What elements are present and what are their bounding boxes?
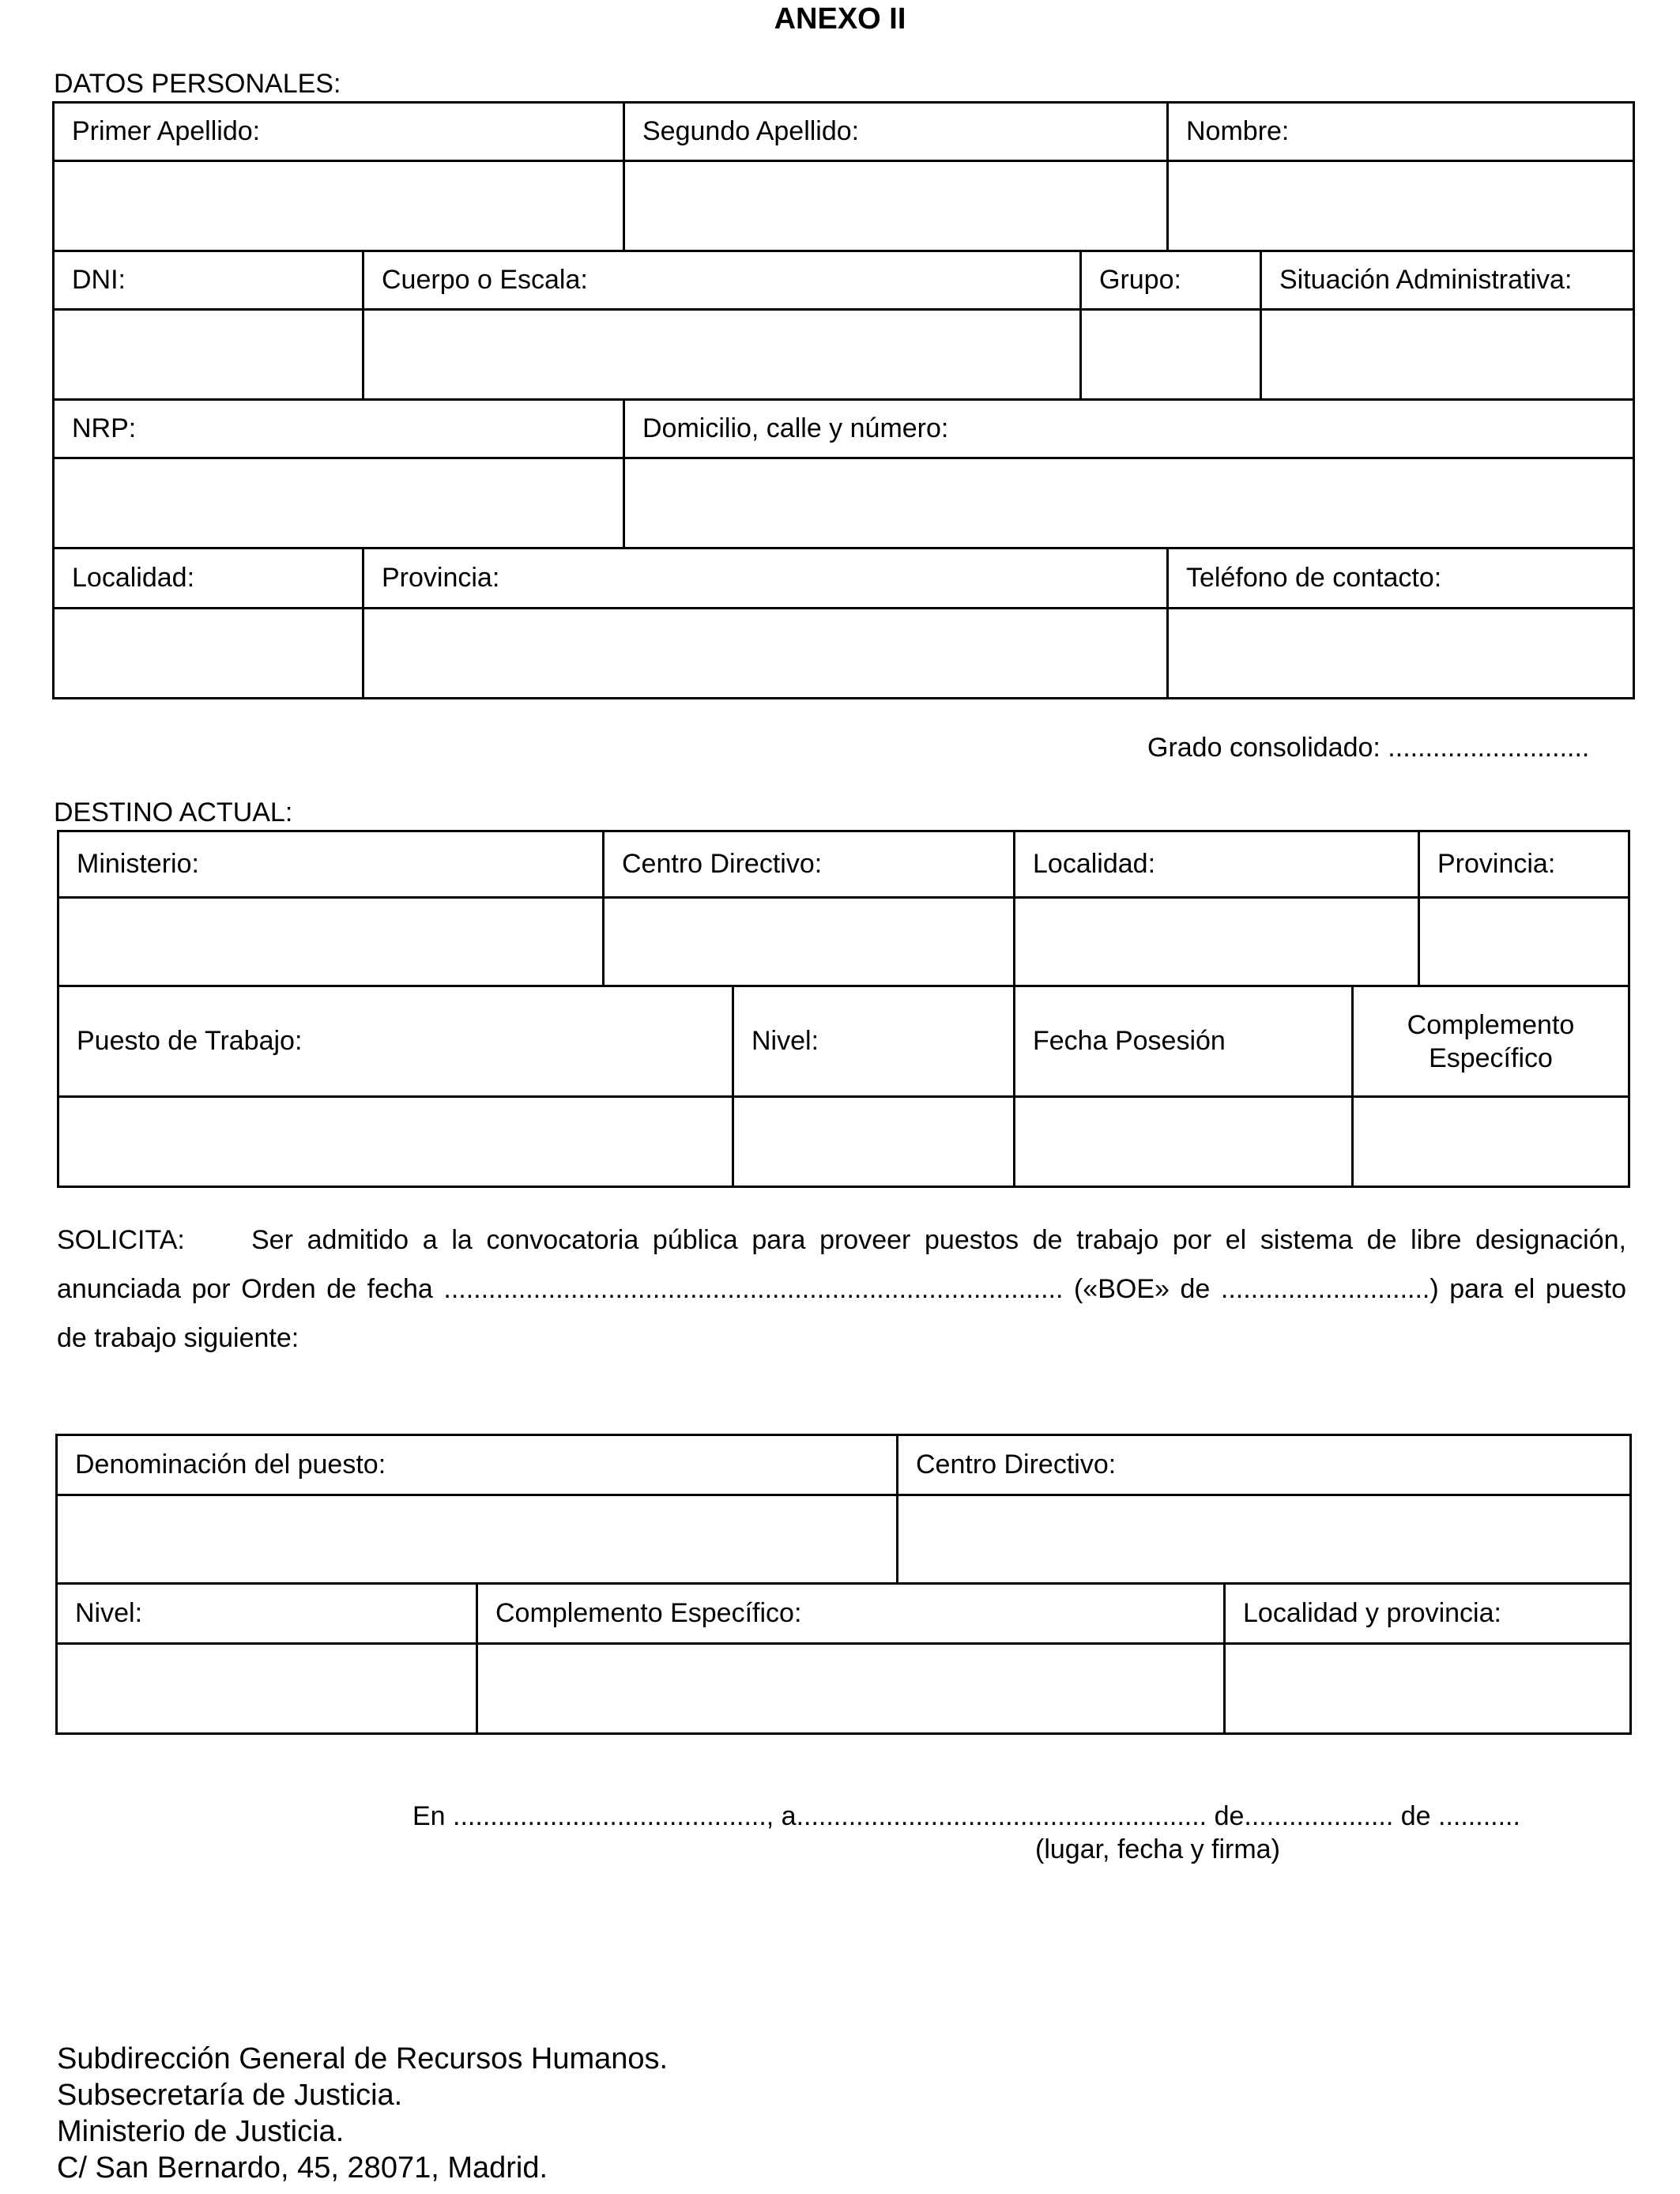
situacion-administrativa-label: Situación Administrativa: — [1261, 251, 1634, 310]
cuerpo-escala-field[interactable] — [363, 310, 1081, 400]
provincia-field[interactable] — [363, 609, 1168, 699]
puesto-solicitado-table-1 — [55, 1434, 1632, 1585]
ministerio-label: Ministerio: — [58, 831, 604, 898]
nivel-label: Nivel: — [733, 986, 1015, 1097]
solicitado-complemento-field[interactable] — [477, 1644, 1225, 1734]
nombre-field[interactable] — [1168, 161, 1634, 251]
denominacion-puesto-field[interactable] — [57, 1495, 898, 1584]
domicilio-field[interactable] — [624, 458, 1634, 548]
fecha-posesion-field[interactable] — [1015, 1097, 1353, 1187]
destino-localidad-field[interactable] — [1015, 898, 1419, 986]
primer-apellido-field[interactable] — [54, 161, 624, 251]
datos-personales-table-1 — [52, 101, 1635, 252]
cuerpo-escala-label: Cuerpo o Escala: — [363, 251, 1081, 310]
localidad-label: Localidad: — [54, 548, 363, 609]
datos-personales-table-3 — [52, 398, 1635, 549]
centro-directivo-label: Centro Directivo: — [604, 831, 1015, 898]
solicitado-nivel-field[interactable] — [57, 1644, 477, 1734]
footer-line-2: Subsecretaría de Justicia. — [57, 2079, 403, 2112]
destino-actual-heading: DESTINO ACTUAL: — [54, 797, 293, 827]
puesto-trabajo-field[interactable] — [58, 1097, 733, 1187]
domicilio-label: Domicilio, calle y número: — [624, 400, 1634, 458]
solicita-label: SOLICITA: — [57, 1225, 185, 1255]
telefono-contacto-field[interactable] — [1168, 609, 1634, 699]
datos-personales-table-4 — [52, 547, 1635, 699]
nivel-field[interactable] — [733, 1097, 1015, 1187]
complemento-especifico-field[interactable] — [1353, 1097, 1629, 1187]
solicitado-centro-directivo-field[interactable] — [898, 1495, 1631, 1584]
nrp-label: NRP: — [54, 400, 624, 458]
denominacion-puesto-label: Denominación del puesto: — [57, 1435, 898, 1495]
dni-label: DNI: — [54, 251, 363, 310]
segundo-apellido-label: Segundo Apellido: — [624, 103, 1168, 161]
segundo-apellido-field[interactable] — [624, 161, 1168, 251]
puesto-solicitado-table-2 — [55, 1582, 1632, 1735]
localidad-field[interactable] — [54, 609, 363, 699]
footer-line-1: Subdirección General de Recursos Humanos. — [57, 2042, 669, 2075]
situacion-administrativa-field[interactable] — [1261, 310, 1634, 400]
firma-line: En .........................................., a....................................................... de.................... de ........... — [412, 1801, 1520, 1831]
nombre-label: Nombre: — [1168, 103, 1634, 161]
datos-personales-table-2 — [52, 250, 1635, 401]
solicita-paragraph — [57, 1216, 1626, 1363]
destino-actual-table-1 — [57, 830, 1630, 987]
localidad-provincia-label: Localidad y provincia: — [1225, 1584, 1631, 1644]
solicitado-centro-directivo-label: Centro Directivo: — [898, 1435, 1631, 1495]
centro-directivo-field[interactable] — [604, 898, 1015, 986]
puesto-trabajo-label: Puesto de Trabajo: — [58, 986, 733, 1097]
datos-personales-heading: DATOS PERSONALES: — [54, 69, 341, 99]
footer-line-3: Ministerio de Justicia. — [57, 2115, 345, 2148]
destino-localidad-label: Localidad: — [1015, 831, 1419, 898]
solicita-text: Ser admitido a la convocatoria pública para proveer puestos de trabajo por el sistema de libre designación, anunciada por Orden de fecha ................................................................................... («BOE» de ............................) para el puesto de trabajo siguiente: — [57, 1225, 1626, 1353]
firma-caption: (lugar, fecha y firma) — [1035, 1834, 1280, 1864]
solicitado-complemento-label: Complemento Específico: — [477, 1584, 1225, 1644]
telefono-contacto-label: Teléfono de contacto: — [1168, 548, 1634, 609]
grupo-label: Grupo: — [1081, 251, 1261, 310]
ministerio-field[interactable] — [58, 898, 604, 986]
document-title: ANEXO II — [774, 2, 906, 36]
destino-provincia-field[interactable] — [1419, 898, 1629, 986]
footer-line-4: C/ San Bernardo, 45, 28071, Madrid. — [57, 2151, 548, 2185]
destino-provincia-label: Provincia: — [1419, 831, 1629, 898]
localidad-provincia-field[interactable] — [1225, 1644, 1631, 1734]
grado-consolidado: Grado consolidado: ........................... — [1147, 733, 1590, 763]
primer-apellido-label: Primer Apellido: — [54, 103, 624, 161]
complemento-especifico-label: Complemento Específico — [1353, 986, 1629, 1097]
solicitado-nivel-label: Nivel: — [57, 1584, 477, 1644]
nrp-field[interactable] — [54, 458, 624, 548]
destino-actual-table-2 — [57, 985, 1630, 1188]
fecha-posesion-label: Fecha Posesión — [1015, 986, 1353, 1097]
provincia-label: Provincia: — [363, 548, 1168, 609]
grupo-field[interactable] — [1081, 310, 1261, 400]
dni-field[interactable] — [54, 310, 363, 400]
